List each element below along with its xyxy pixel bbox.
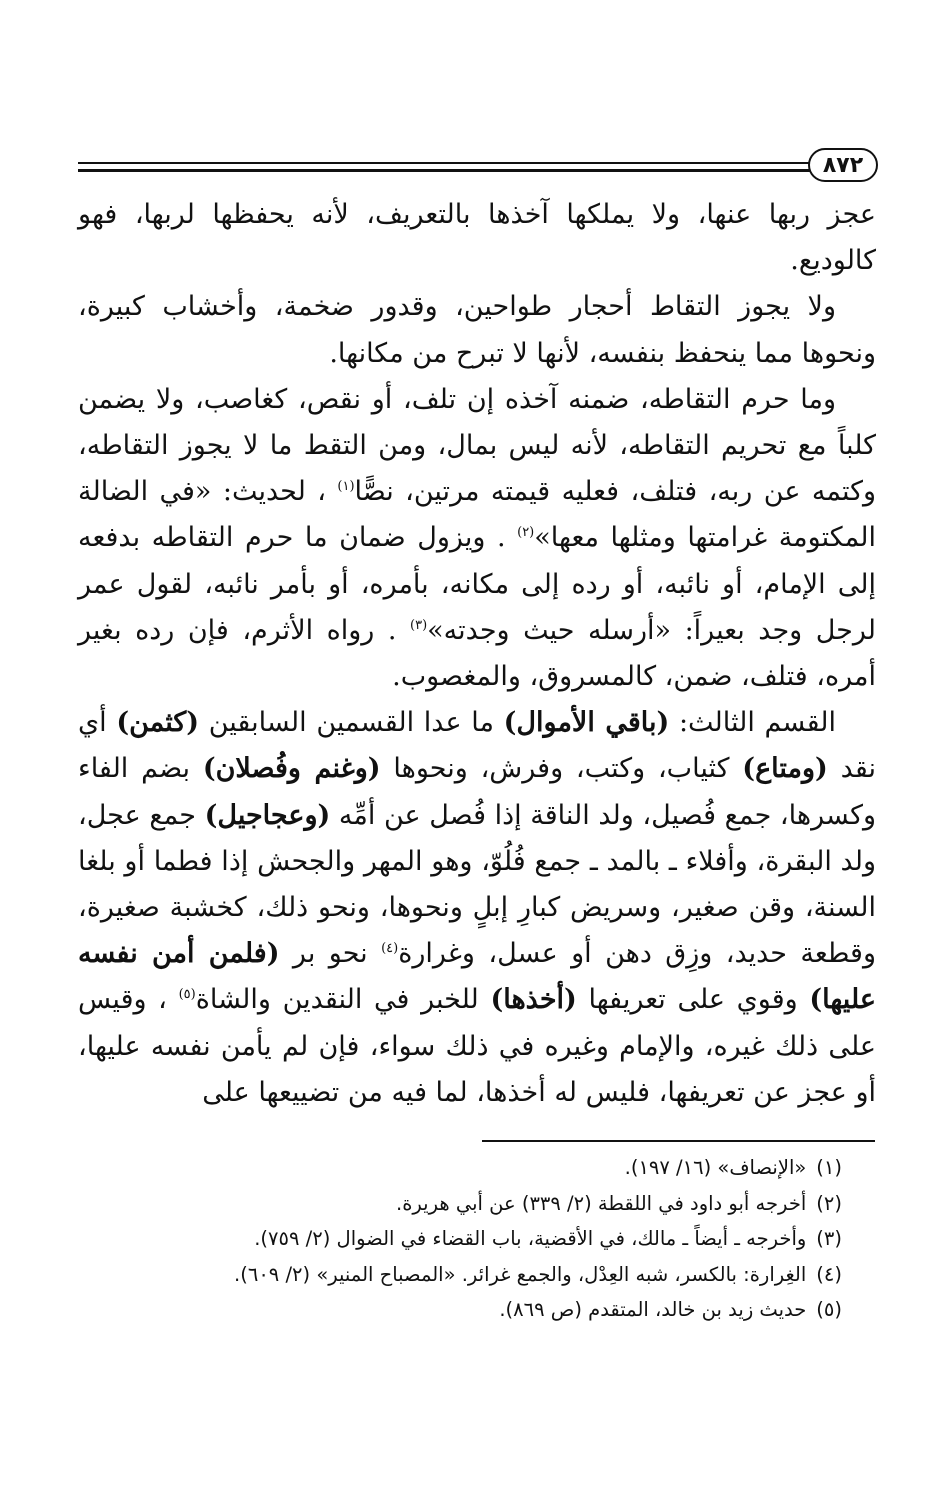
text-run: القسم الثالث: [678,707,836,739]
page-header [78,148,878,192]
text-run: ما عدا القسمين السابقين [208,707,494,739]
main-text [78,192,876,1116]
footnote-1 [78,1150,876,1186]
footnote-number: (٤) [816,1262,842,1286]
footnote-5 [78,1292,876,1328]
bold-term: (فلمن أمن نفسه عليها) [78,938,877,1016]
text-run: بضم الفاء وكسرها، جمع فُصيل، ولد الناقة إذا فُصل عن أمِّه [78,753,876,831]
text-run: . رواه الأثرم، فإن رده بغير أمره، فتلف، ضمن، كالمسروق، والمغصوب. [78,614,876,693]
footnotes [78,1150,876,1328]
header-rule-bottom [78,169,810,172]
bold-term: (أخذها) [490,984,577,1016]
footnote-text: الغِرارة: بالكسر، شبه العِدْل، والجمع غرائر. «المصباح المنير» (٢/ ٦٠٩). [234,1262,807,1286]
text-run: كثياب، وكتب، وفرش، ونحوها [393,753,730,785]
text-run: للخبر في النقدين والشاة [195,984,479,1016]
footnote-ref[interactable]: (٤) [381,941,399,957]
footnote-text: وأخرجه ـ أيضاً ـ مالك، في الأقضية، باب القضاء في الضوال (٢/ ٧٥٩). [254,1227,807,1250]
bold-term: (كثمن) [116,707,200,739]
footnote-text: أخرجه أبو داود في اللقطة (٢/ ٣٣٩) عن أبي هريرة. [396,1191,807,1215]
footnote-4 [78,1257,876,1293]
footnote-number: (٢) [816,1191,842,1215]
footnote-2 [78,1186,876,1222]
text-run: ، لحديث: «في الضالة المكتومة غرامتها ومثلها معها» [78,476,876,554]
footnote-number: (١) [816,1156,842,1179]
header-rule-top [78,162,810,164]
bold-term: (وغنم وفُصلان) [202,753,381,785]
paragraph-2: ولا يجوز التقاط أحجار طواحين، وقدور ضخمة، وأخشاب كبيرة، ونحوها مما ينحفظ بنفسه، لأنها لا تبرح من مكانها. [78,291,876,369]
footnote-ref[interactable]: (٣) [410,617,428,633]
footnote-text: «الإنصاف» (١٦/ ١٩٧). [624,1156,807,1179]
text-run: . ويزول ضمان ما حرم التقاطه بدفعه إلى الإمام، أو نائبه، أو رده إلى مكانه، بأمره، أو بأمر نائبه، لقول عمر لرجل وجد بعيراً: «أرسله حيث وجدته» [78,522,876,646]
text-run: وقوي على تعريفها [588,984,798,1016]
bold-term: (ومتاع) [742,753,828,785]
footnote-ref[interactable]: (١) [337,479,355,495]
footnote-separator [482,1140,875,1142]
paragraph-1: عجز ربها عنها، ولا يملكها آخذها بالتعريف، لأنه يحفظها لربها، فهو كالوديع. [78,199,876,277]
paragraph-4 [78,700,876,1116]
text-run: ، وقيس على ذلك غيره، والإمام وغيره في ذلك سواء، فإن لم يأمن نفسه عليها، أو عجز عن تعريفها، فليس له أخذها، لما فيه من تضييعها على [78,984,876,1108]
bold-term: (باقي الأموال) [503,707,670,739]
footnote-ref[interactable]: (٥) [178,987,196,1003]
text-run: نحو بر [292,938,368,970]
footnote-3 [78,1221,876,1257]
footnote-number: (٥) [816,1298,842,1321]
footnote-number: (٣) [816,1227,842,1250]
page-number: ٨٧٢ [808,148,878,182]
bold-term: (وعجاجيل) [204,799,331,831]
text-run: أي نقد [78,707,877,785]
text-run: جمع عجل، ولد البقرة، وأفلاء ـ بالمد ـ جمع فُلُوّ، وهو المهر والجحش إذا فطما أو بلغا السنة، وقن صغير، وسريض كبارِ إبلٍ ونحوها، ونحو ذلك، كخشبة صغيرة، وقطعة حديد، وزِق دهن أو عسل، وغرارة [78,799,876,970]
footnote-ref[interactable]: (٢) [517,525,535,541]
text-run: وما حرم التقاطه، ضمنه آخذه إن تلف، أو نقص، كغاصب، ولا يضمن كلباً مع تحريم التقاطه، لأنه ليس بمال، ومن التقط ما لا يجوز التقاطه، وكتمه عن ربه، فتلف، فعليه قيمته مرتين، نصًّا [78,383,876,508]
footnote-text: حديث زيد بن خالد، المتقدم (ص ٨٦٩). [499,1298,807,1321]
paragraph-3 [78,377,876,700]
